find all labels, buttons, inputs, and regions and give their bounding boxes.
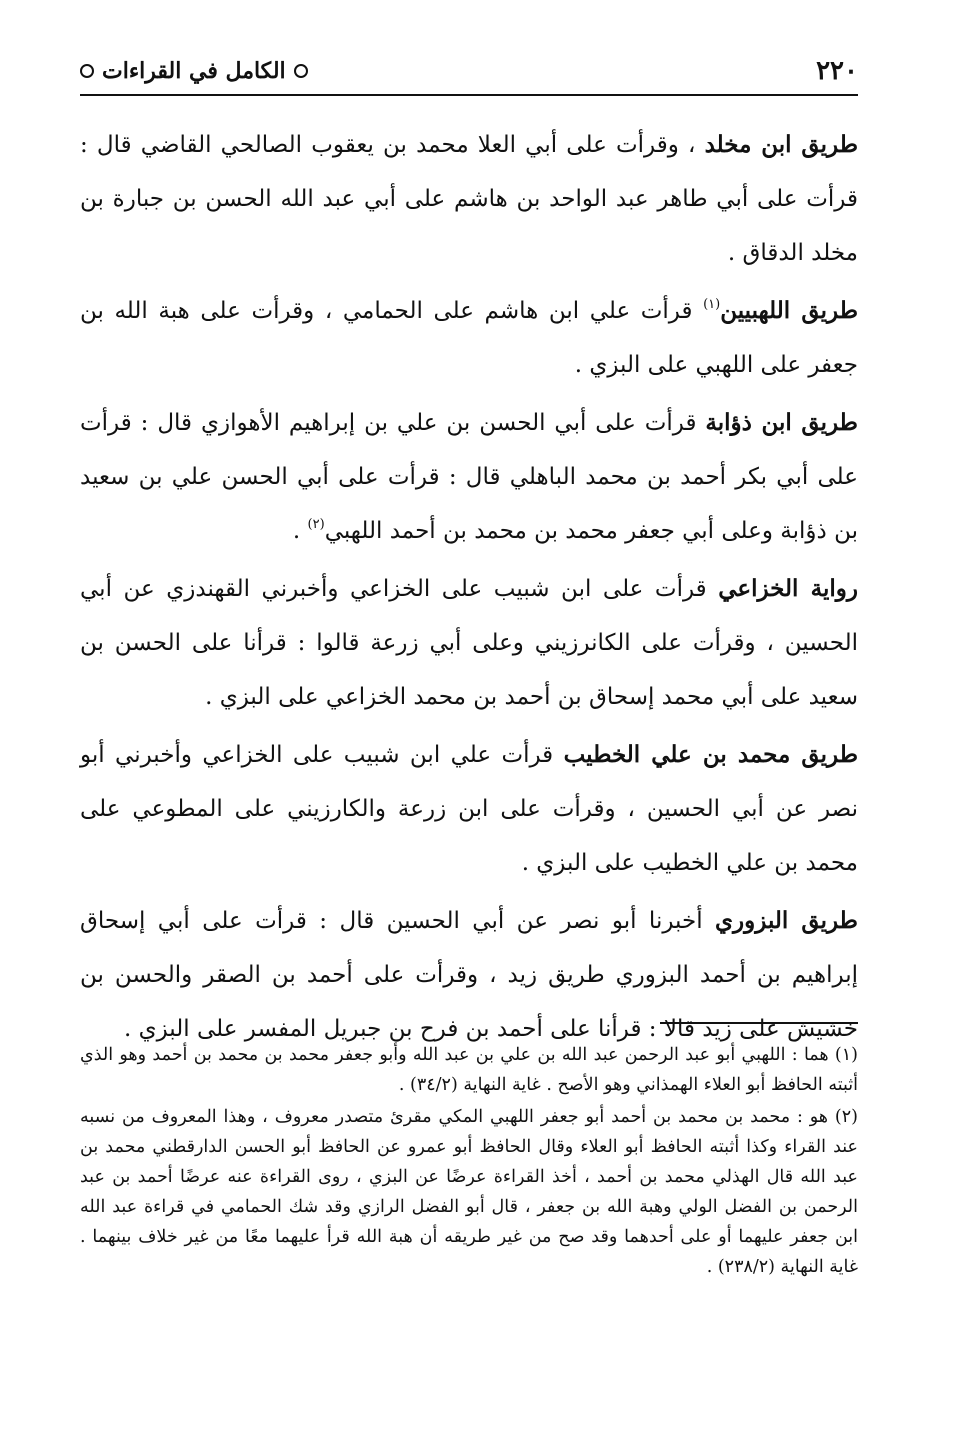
running-title-text: الكامل في القراءات [102,58,286,84]
paragraph [80,396,858,558]
ring-ornament-icon [80,64,94,78]
running-title [80,58,308,84]
paragraph-text: قرأت على أبي الحسن بن علي بن إبراهيم الأهوازي قال : قرأت على أبي بكر أحمد بن محمد الباهلي قال : قرأت على أبي الحسن علي بن سعيد بن ذؤابة وعلى أبي جعفر محمد بن محمد بن أحمد اللهبي [80,410,858,544]
paragraph-text: ، وقرأت على أبي العلا محمد بن يعقوب الصالحي القاضي قال : قرأت على أبي طاهر عبد الواحد بن هاشم على أبي عبد الله الحسن بن جبارة بن مخلد الدقاق . [80,132,858,266]
paragraph-text: قرأت علي ابن هاشم على الحمامي ، وقرأت على هبة الله بن جعفر على اللهبي على البزي . [80,298,858,378]
paragraph-text: قرأت علي ابن شبيب على الخزاعي وأخبرني أبو نصر عن أبي الحسين ، وقرأت على ابن زرعة والكارزيني على المطوعي على محمد بن علي الخطيب على البزي . [80,742,858,876]
page-header [80,52,858,96]
paragraph-heading: رواية الخزاعي [718,575,858,602]
paragraph-heading: طريق ابن مخلد [704,131,859,158]
paragraph-heading: طريق البزوري [715,907,858,934]
paragraph-text: أخبرنا أبو نصر عن أبي الحسين قال : قرأت على أبي إسحاق إبراهيم بن أحمد البزوري طريق زيد ، وقرأت على أحمد بن الصقر والحسن بن خشيش على زيد قالا : قرأنا على أحمد بن فرح بن جبريل المفسر على البزي . [80,908,858,1042]
paragraph [80,118,858,280]
footnote-marker[interactable]: (٢) [307,517,325,532]
main-text [80,118,858,1060]
footnote: (٢) هو : محمد بن محمد بن أحمد أبو جعفر اللهبي المكي مقرئ متصدر معروف ، وهذا المعروف من نسبه عند القراء وكذا أثبته الحافظ أبو العلاء وقال الحافظ أبو عمرو عن الحافظ أبو الحسن الدارقطني محمد بن عبد الله قال الهذلي محمد بن أحمد ، أخذ القراءة عرضًا عن البزي ، روى القراءة عنه عرضًا أحمد بن عبد الرحمن بن الفضل الولي وهبة الله بن جعفر ، قال أبو الفضل الرازي وقد شك الحمامي في قراءة عبد الله ابن جعفر عليهما أو على أحدهما وقد صح من غير طريقه أن هبة الله قرأ عليهما معًا من غير خلاف بينهما . غاية النهاية (٢٣٨/٢) . [80,1107,858,1277]
paragraph-heading: طريق محمد بن علي الخطيب [563,741,858,768]
page-number: ٢٢٠ [816,56,858,86]
paragraph-heading: طريق ابن ذؤابة [705,409,858,436]
paragraph-tail: . [292,518,308,544]
paragraph [80,728,858,890]
footnote: (١) هما : اللهبي أبو عبد الرحمن عبد الله بن علي بن عبد الله وأبو جعفر محمد بن محمد بن أحمد وهو الذي أثبته الحافظ أبو العلاء الهمذاني وهو الأصح . غاية النهاية (٣٤/٢) . [80,1045,858,1095]
paragraph [80,562,858,724]
paragraph-text: قرأت على ابن شبيب على الخزاعي وأخبرني القهندزي عن أبي الحسين ، وقرأت على الكانرزيني وعلى أبي زرعة قالوا : قرأنا على الحسن بن سعيد على أبي محمد إسحاق بن أحمد بن محمد الخزاعي على البزي . [80,576,858,710]
footnote-marker[interactable]: (١) [703,297,721,312]
ring-ornament-icon [294,64,308,78]
paragraph [80,284,858,392]
paragraph-heading: طريق اللهبيين [720,297,859,324]
footnotes [80,1040,858,1284]
footnote-divider [660,1022,858,1024]
paragraph [80,894,858,1056]
